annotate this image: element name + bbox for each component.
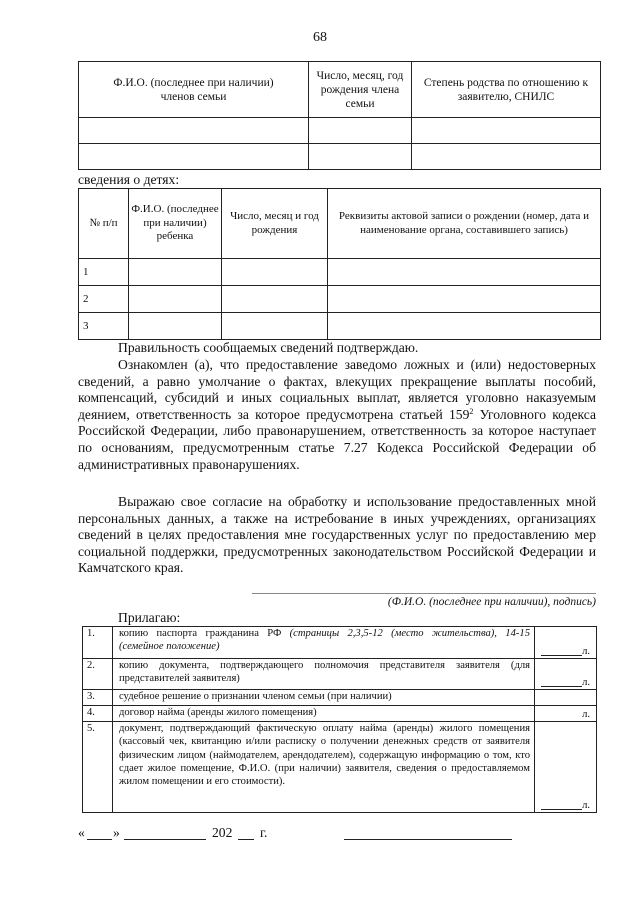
table-row <box>79 118 601 144</box>
pages-unit: л. <box>582 645 590 657</box>
attachment-row <box>83 706 597 722</box>
attachment-pages-field[interactable] <box>535 722 597 813</box>
attachment-text-plain: копию паспорта гражданина РФ <box>119 628 290 639</box>
acknowledgement-paragraph <box>78 357 596 473</box>
table-cell[interactable] <box>222 313 328 340</box>
table-cell[interactable] <box>79 118 309 144</box>
acknowledgement-text-part2: Уголовного кодекса Российской Федерации, либо правонарушением, ответственность за которое наступает по основаниям, предусмотренным статье 7.27 Кодекса Российской Федерации об административных правонарушениях. <box>78 406 596 472</box>
attachment-row <box>83 627 597 659</box>
consent-paragraph: Выражаю свое согласие на обработку и использование предоставленных мной персональных данных, а также на истребование в иных учреждениях, организациях сведений в целях предоставления мне государственных услуг по предоставлению мер социальной поддержки, предусмотренных законодательством Российской Федерации и Камчатского края. <box>78 494 596 576</box>
table-cell[interactable] <box>222 259 328 286</box>
row-number: 1 <box>79 259 129 286</box>
attachment-number: 3. <box>83 690 113 706</box>
column-header-relation-snils: Степень родства по отношению к заявителю, СНИЛС <box>412 62 601 118</box>
column-header-child-birth-date: Число, месяц и год рождения <box>222 189 328 259</box>
page-number: 68 <box>313 30 327 45</box>
attachment-number: 1. <box>83 627 113 659</box>
table-cell[interactable] <box>328 259 601 286</box>
day-field[interactable] <box>87 839 112 840</box>
attachment-row <box>83 690 597 706</box>
row-number: 2 <box>79 286 129 313</box>
table-cell[interactable] <box>309 144 412 170</box>
attachment-row <box>83 659 597 690</box>
pages-unit: л. <box>582 676 590 688</box>
table-cell[interactable] <box>328 313 601 340</box>
column-header-fio: Ф.И.О. (последнее при наличии) членов семьи <box>79 62 309 118</box>
table-cell[interactable] <box>129 286 222 313</box>
attachment-text-italic: (страницы 2,3,5-12 (место жительства), 14-15 (семейное положение) <box>119 628 530 653</box>
pages-unit: л. <box>582 799 590 811</box>
table-cell[interactable] <box>129 259 222 286</box>
column-header-birth-date: Число, месяц, год рождения члена семьи <box>309 62 412 118</box>
attachment-row <box>83 722 597 813</box>
children-section-label: сведения о детях: <box>78 172 180 187</box>
attachments-table <box>82 626 597 813</box>
attachments-label: Прилагаю: <box>118 610 181 625</box>
attachment-pages-field[interactable] <box>535 690 597 706</box>
table-row <box>79 313 601 340</box>
column-header-number: № п/п <box>79 189 129 259</box>
date-line <box>78 825 278 845</box>
signature-line[interactable] <box>252 593 596 594</box>
attachment-pages-field[interactable] <box>535 706 597 722</box>
table-cell[interactable] <box>412 144 601 170</box>
attachment-text: договор найма (аренды жилого помещения) <box>113 706 535 722</box>
table-cell[interactable] <box>79 144 309 170</box>
month-field[interactable] <box>124 839 206 840</box>
open-quote: « <box>78 825 85 840</box>
year-field[interactable] <box>238 839 254 840</box>
table-cell[interactable] <box>309 118 412 144</box>
year-suffix: г. <box>260 825 268 840</box>
year-prefix: 202 <box>212 825 233 840</box>
column-header-birth-record: Реквизиты актовой записи о рождении (номер, дата и наименование органа, составившего запись) <box>328 189 601 259</box>
table-cell[interactable] <box>328 286 601 313</box>
children-table <box>78 188 601 340</box>
attachment-number: 5. <box>83 722 113 813</box>
table-row <box>79 259 601 286</box>
confirmation-paragraph: Правильность сообщаемых сведений подтверждаю. <box>118 340 419 355</box>
attachment-text: документ, подтверждающий фактическую оплату найма (аренды) жилого помещения (кассовый чек, квитанцию и/или расписку о получении денежных средств от заявителя физическим лицом (наймодателем, арендодателем), содержащую информацию о том, кто сдает жилое помещение, Ф.И.О. (при наличии) заявителя, сведения о предоставляемом жилом помещении и его стоимости). <box>113 722 535 813</box>
row-number: 3 <box>79 313 129 340</box>
attachment-text <box>113 627 535 659</box>
attachment-text: копию документа, подтверждающего полномочия представителя заявителя (для представителей заявителя) <box>113 659 535 690</box>
close-quote: » <box>113 825 120 840</box>
family-members-table <box>78 61 601 170</box>
attachment-pages-field[interactable] <box>535 627 597 659</box>
column-header-child-fio: Ф.И.О. (последнее при наличии) ребенка <box>129 189 222 259</box>
attachment-number: 2. <box>83 659 113 690</box>
attachment-number: 4. <box>83 706 113 722</box>
table-cell[interactable] <box>129 313 222 340</box>
date-signature-line[interactable] <box>344 839 512 840</box>
signature-caption: (Ф.И.О. (последнее при наличии), подпись) <box>387 596 596 608</box>
acknowledgement-text-part1: Ознакомлен (а), что предоставление заведомо ложных и (или) недостоверных сведений, а равно умолчание о фактах, влекущих прекращение выплаты пособий, компенсаций, субсидий и иных социальных выплат, является уголовно наказуемым деянием, ответственность за которое предусмотрена статьей 159 <box>78 357 596 422</box>
attachment-text: судебное решение о признании членом семьи (при наличии) <box>113 690 535 706</box>
pages-unit: л. <box>582 708 590 720</box>
table-row <box>79 144 601 170</box>
article-superscript: 2 <box>469 406 474 416</box>
table-cell[interactable] <box>412 118 601 144</box>
attachment-pages-field[interactable] <box>535 659 597 690</box>
table-row <box>79 286 601 313</box>
table-cell[interactable] <box>222 286 328 313</box>
